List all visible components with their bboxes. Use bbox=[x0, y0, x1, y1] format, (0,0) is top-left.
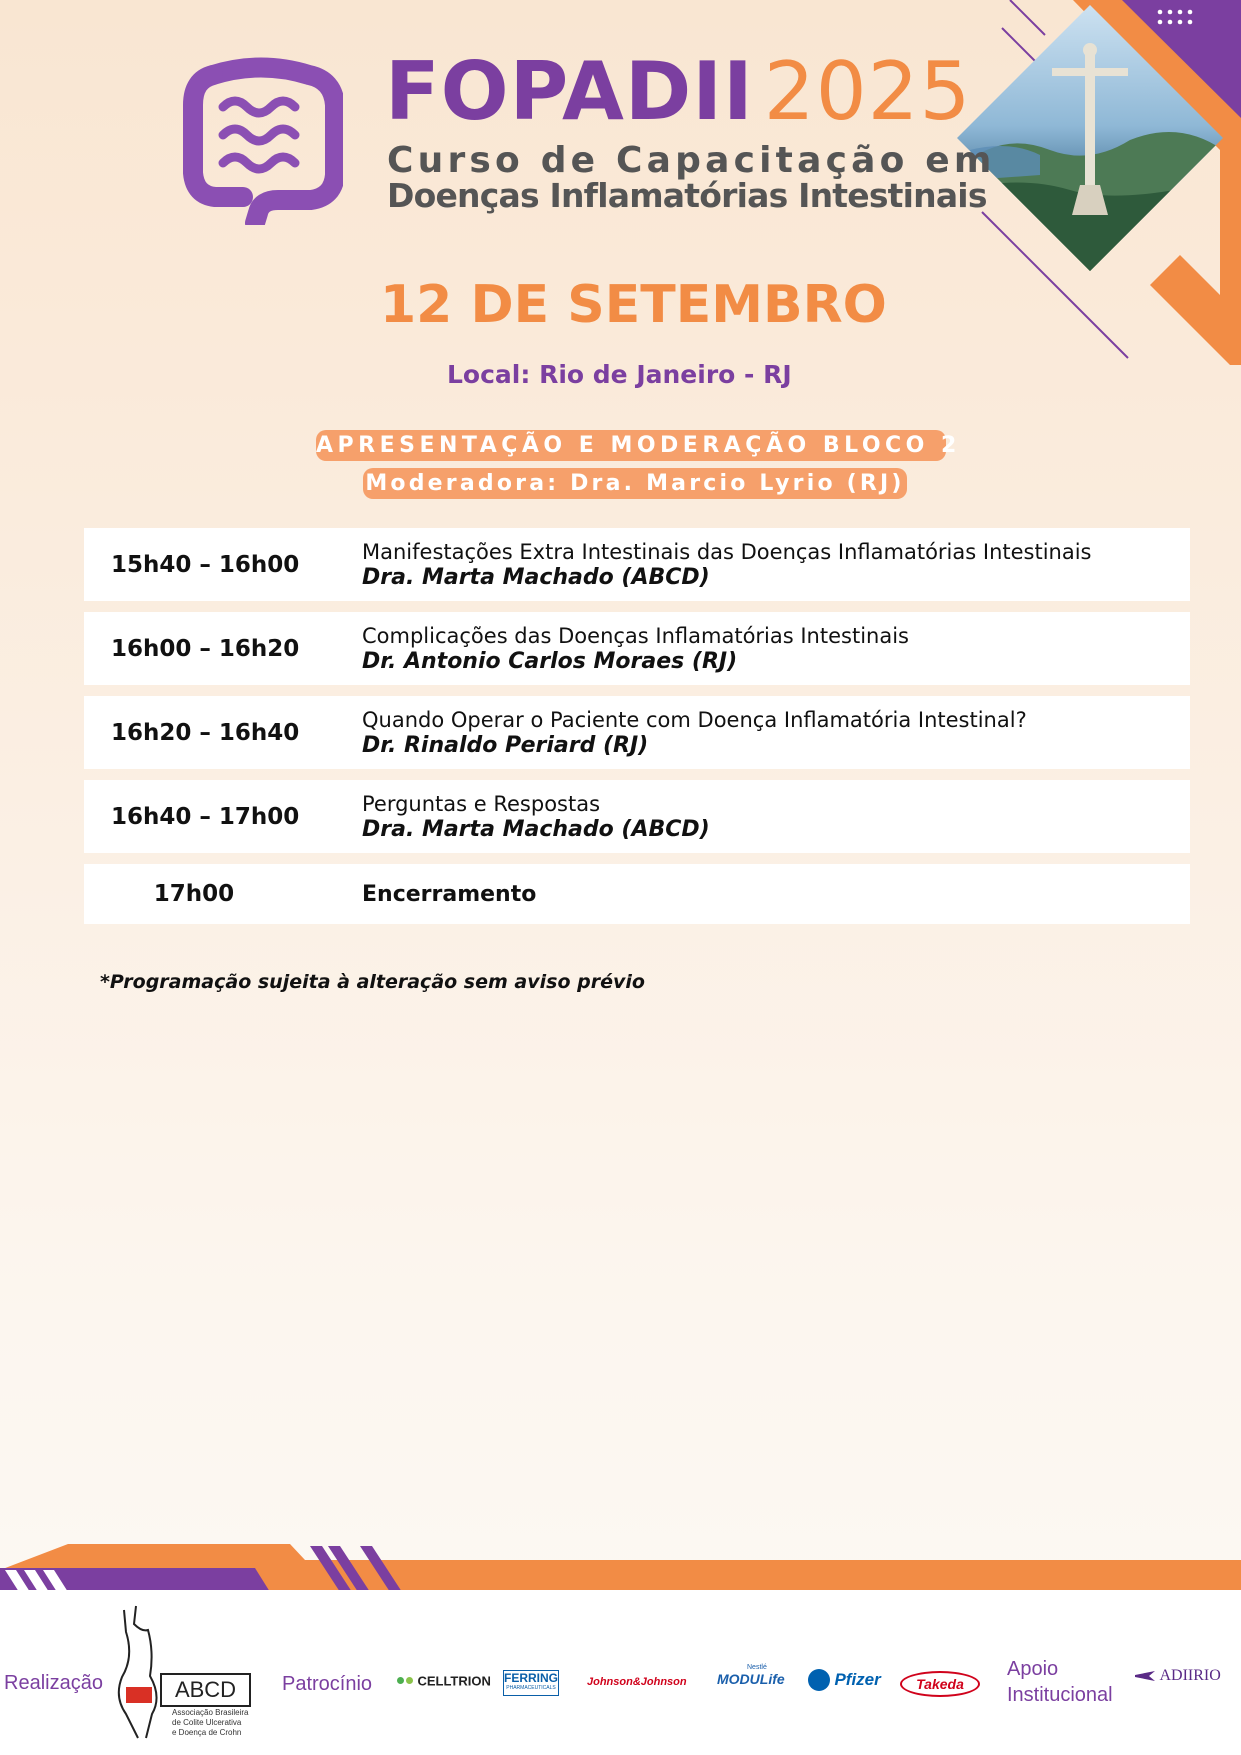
moderator-pill: Moderadora: Dra. Marcio Lyrio (RJ) bbox=[363, 468, 907, 499]
takeda-logo: Takeda bbox=[900, 1671, 980, 1697]
event-date: 12 DE SETEMBRO bbox=[380, 275, 887, 335]
footer-stripes bbox=[0, 1540, 1241, 1592]
schedule-row bbox=[84, 696, 1190, 769]
session-time: 16h20 – 16h40 bbox=[111, 719, 300, 746]
session-topic: Complicações das Doenças Inflamatórias Intestinais bbox=[362, 624, 909, 648]
schedule-table bbox=[84, 528, 1190, 935]
schedule-row-closing bbox=[84, 864, 1190, 924]
session-time: 17h00 bbox=[153, 881, 235, 907]
wing-icon bbox=[1135, 1671, 1155, 1681]
session-info bbox=[362, 539, 1092, 591]
event-title: FOPADII 2025 bbox=[385, 45, 972, 138]
session-time: 16h00 – 16h20 bbox=[111, 635, 300, 662]
abcd-figure-logo bbox=[112, 1602, 172, 1742]
session-info bbox=[362, 623, 909, 675]
session-topic: Quando Operar o Paciente com Doença Inflamatória Intestinal? bbox=[362, 708, 1027, 732]
session-speaker: Dra. Marta Machado (ABCD) bbox=[362, 817, 710, 842]
session-topic: Manifestações Extra Intestinais das Doenças Inflamatórias Intestinais bbox=[362, 540, 1092, 564]
event-location: Local: Rio de Janeiro - RJ bbox=[447, 360, 792, 389]
realizacao-label: Realização bbox=[4, 1672, 103, 1694]
abcd-caption: Associação Brasileira de Colite Ulcerativa e Doença de Crohn bbox=[172, 1708, 249, 1737]
session-speaker: Dr. Rinaldo Periard (RJ) bbox=[362, 733, 649, 758]
subtitle-line-2: Doenças Inflamatórias Intestinais bbox=[387, 176, 987, 215]
disclaimer-note: *Programação sujeita à alteração sem aviso prévio bbox=[100, 971, 645, 993]
celltrion-logo: CELLTRION bbox=[397, 1672, 491, 1690]
ferring-logo: FERRING PHARMACEUTICALS bbox=[503, 1670, 559, 1696]
patrocinio-label: Patrocínio bbox=[282, 1673, 373, 1695]
adiirio-logo: ADIIRIO bbox=[1135, 1667, 1221, 1685]
session-time: 16h40 – 17h00 bbox=[111, 803, 300, 830]
session-time: 15h40 – 16h00 bbox=[111, 551, 300, 578]
block-title-pill: APRESENTAÇÃO E MODERAÇÃO BLOCO 2 bbox=[316, 430, 946, 461]
modulife-logo: Nestlé MODULife bbox=[717, 1664, 785, 1687]
schedule-row bbox=[84, 612, 1190, 685]
session-topic: Perguntas e Respostas bbox=[362, 792, 601, 816]
abcd-box bbox=[160, 1673, 251, 1707]
event-year: 2025 bbox=[763, 45, 972, 138]
schedule-row bbox=[84, 528, 1190, 601]
subtitle-line-1: Curso de Capacitação em bbox=[387, 140, 996, 181]
pfizer-logo: Pfizer bbox=[808, 1669, 881, 1691]
apoio-label: Apoio Institucional bbox=[1007, 1658, 1113, 1706]
session-topic: Encerramento bbox=[362, 881, 537, 907]
session-info bbox=[362, 707, 1027, 759]
abcd-logo-text: ABCD bbox=[174, 1677, 237, 1702]
jnj-logo: Johnson&Johnson bbox=[587, 1676, 687, 1688]
intestine-logo bbox=[183, 55, 343, 225]
session-info bbox=[362, 791, 710, 843]
schedule-row bbox=[84, 780, 1190, 853]
session-speaker: Dra. Marta Machado (ABCD) bbox=[362, 565, 710, 590]
session-speaker: Dr. Antonio Carlos Moraes (RJ) bbox=[362, 649, 738, 674]
